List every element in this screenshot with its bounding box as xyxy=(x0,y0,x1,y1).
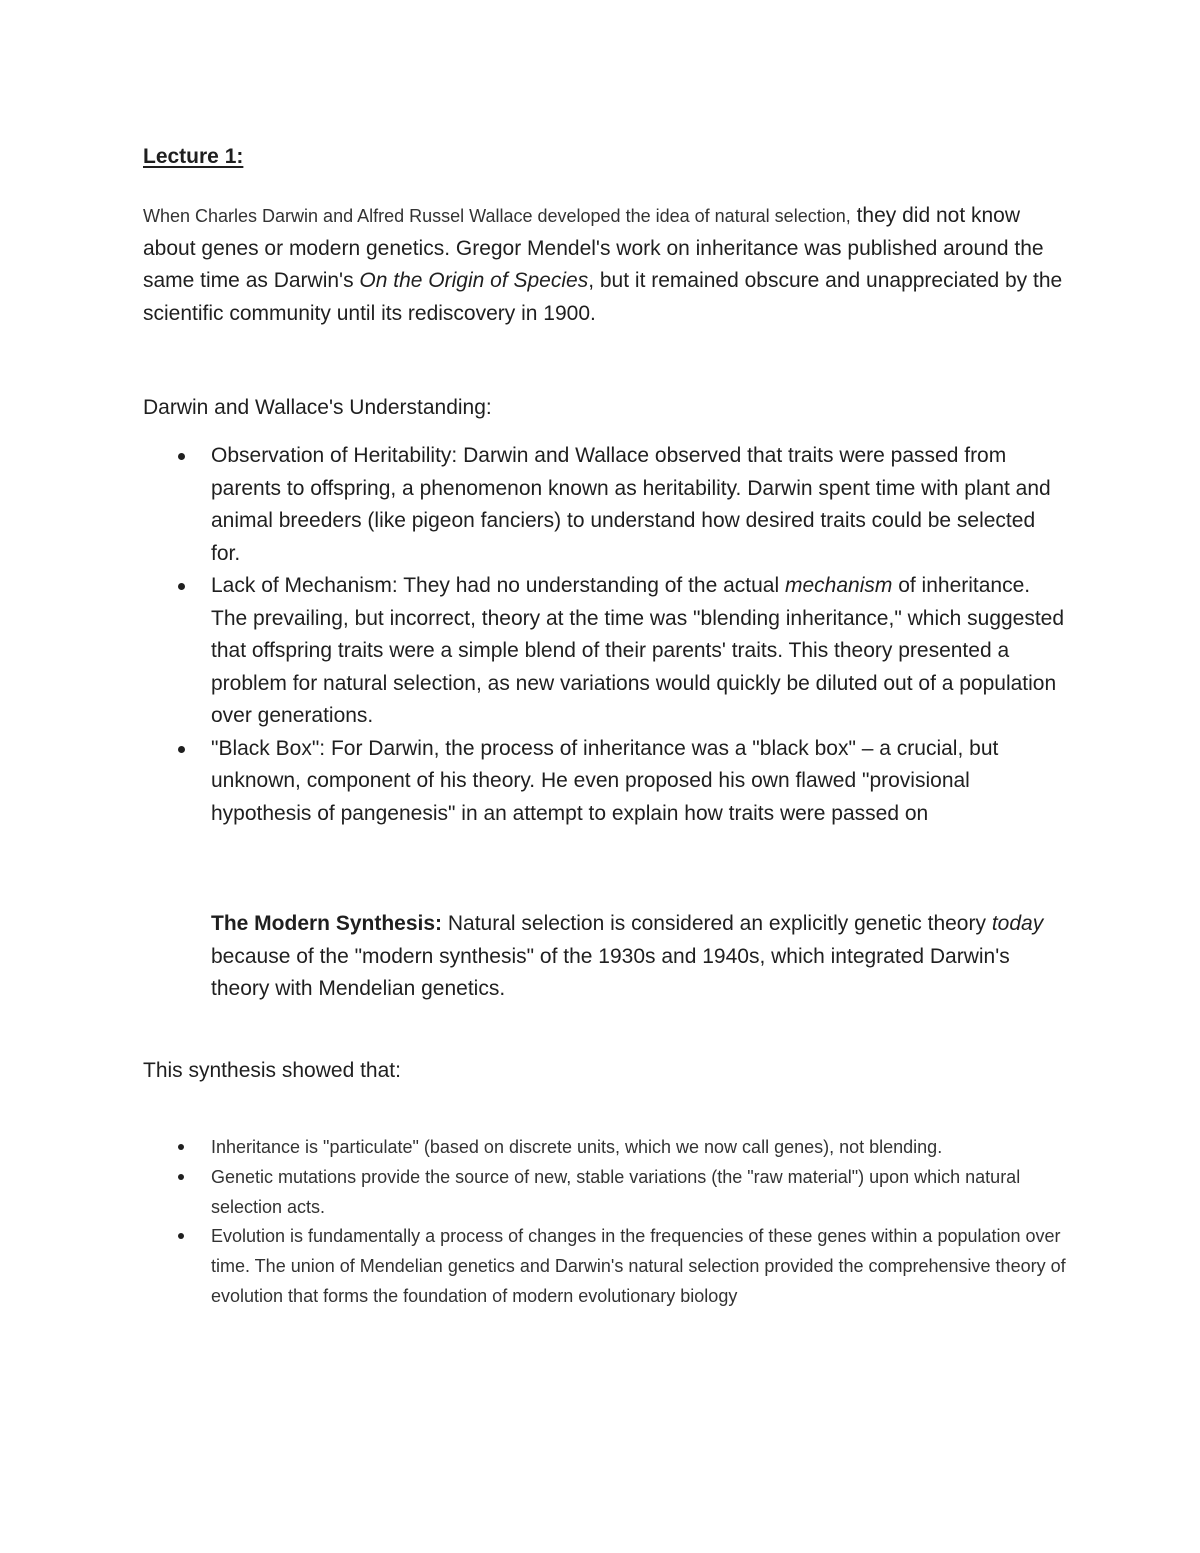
understanding-title: Darwin and Wallace's Understanding: xyxy=(143,396,492,419)
synthesis-emphasis: today xyxy=(991,912,1044,935)
modern-synthesis-label: The Modern Synthesis: xyxy=(211,912,443,935)
bullet-icon xyxy=(178,1174,184,1180)
bullet-icon xyxy=(178,1144,184,1150)
synthesis-part-2: because of the "modern synthesis" of the 1930s and 1940s, which integrated Darwin's theory with Mendelian genetics. xyxy=(211,944,1010,1000)
list-item-text: Inheritance is "particulate" (based on discrete units, which we now call genes), not blending. xyxy=(211,1137,943,1157)
list-item xyxy=(143,1222,1068,1311)
list-item xyxy=(143,1133,1068,1163)
list-item-text-after: of inheritance. The prevailing, but incorrect, theory at the time was "blending inheritance," which suggested that offspring traits were a simple blend of their parents' traits. This theory presented a problem for natural selection, as new variations would quickly be diluted out of a population over generations. xyxy=(211,574,1065,727)
synthesis-list xyxy=(143,1133,1068,1312)
list-item xyxy=(143,733,1068,831)
list-item-emphasis: mechanism xyxy=(784,574,893,597)
understanding-list xyxy=(143,440,1068,830)
list-item-text: Evolution is fundamentally a process of changes in the frequencies of these genes within a population over time. The union of Mendelian genetics and Darwin's natural selection provided the comprehensive theory of evolution that forms the foundation of modern evolutionary biology xyxy=(211,1226,1066,1306)
bullet-icon xyxy=(178,1233,184,1239)
list-item-text: Genetic mutations provide the source of new, stable variations (the "raw material") upon which natural selection acts. xyxy=(211,1166,1021,1217)
bullet-icon xyxy=(178,583,185,590)
intro-paragraph xyxy=(143,200,1068,330)
lecture-heading: Lecture 1: xyxy=(143,145,244,168)
list-item xyxy=(143,570,1068,733)
list-item-text-before: Lack of Mechanism: They had no understanding of the actual xyxy=(211,574,785,597)
list-item xyxy=(143,1163,1068,1223)
list-item xyxy=(143,440,1068,570)
list-item-text: "Black Box": For Darwin, the process of inheritance was a "black box" – a crucial, but unknown, component of his theory. He even proposed his own flawed "provisional hypothesis of pangenesis" in an attempt to explain how traits were passed on xyxy=(211,736,999,825)
modern-synthesis-paragraph xyxy=(211,908,1061,1006)
bullet-icon xyxy=(178,746,185,753)
book-title: On the Origin of Species xyxy=(359,269,589,292)
synthesis-showed-title: This synthesis showed that: xyxy=(143,1059,401,1082)
intro-part-1: they did not know about genes or modern genetics. Gregor Mendel's work on inheritance was published around the same time as Darwin's xyxy=(143,204,1044,292)
bullet-icon xyxy=(178,453,185,460)
synthesis-part-1: Natural selection is considered an explicitly genetic theory xyxy=(442,912,992,935)
intro-part-2: , but it remained obscure and unappreciated by the scientific community until its rediscovery in 1900. xyxy=(143,269,1063,325)
intro-lead: When Charles Darwin and Alfred Russel Wallace developed the idea of natural selection, xyxy=(143,206,851,226)
list-item-text: Observation of Heritability: Darwin and Wallace observed that traits were passed from parents to offspring, a phenomenon known as heritability. Darwin spent time with plant and animal breeders (like pigeon fanciers) to understand how desired traits could be selected for. xyxy=(211,444,1051,565)
